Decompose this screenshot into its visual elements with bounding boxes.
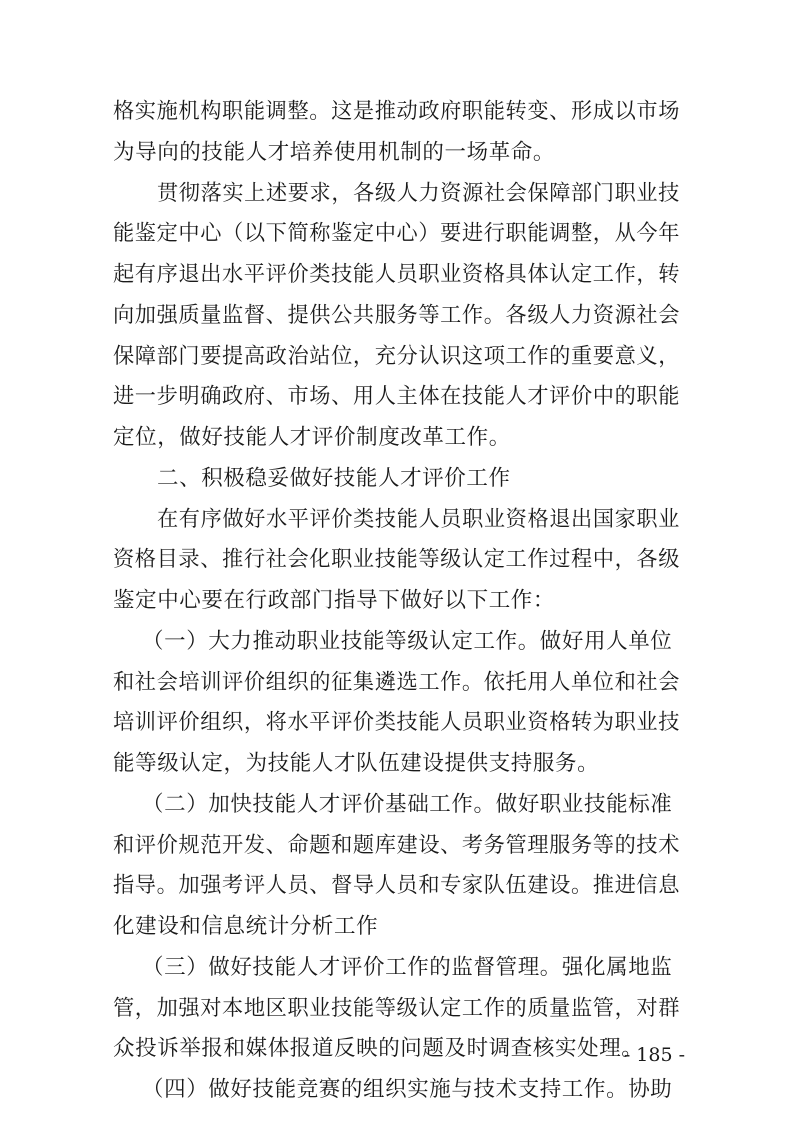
text-line-content: 培训评价组织，将水平评价类技能人员职业资格转为职业技	[113, 710, 681, 735]
text-line	[0, 948, 793, 988]
text-line-content: 众投诉举报和媒体报道反映的问题及时调查核实处理。	[113, 1036, 644, 1061]
text-line	[0, 418, 793, 458]
text-line-content: 在有序做好水平评价类技能人员职业资格退出国家职业	[157, 507, 680, 532]
section-heading	[0, 459, 793, 499]
text-line	[0, 703, 793, 743]
text-line	[0, 337, 793, 377]
text-line-content: （四）做好技能竞赛的组织实施与技术支持工作。协助	[142, 1077, 673, 1102]
text-line-content: 管，加强对本地区职业技能等级认定工作的质量监管，对群	[113, 996, 681, 1021]
text-line	[0, 133, 793, 173]
text-line	[0, 622, 793, 662]
text-line	[0, 785, 793, 825]
text-line-content: 保障部门要提高政治站位，充分认识这项工作的重要意义，	[113, 344, 681, 369]
text-line	[0, 255, 793, 295]
text-line	[0, 540, 793, 580]
text-line	[0, 296, 793, 336]
text-line	[0, 500, 793, 540]
text-line-content: 为导向的技能人才培养使用机制的一场革命。	[113, 140, 556, 165]
text-line-content: 鉴定中心要在行政部门指导下做好以下工作：	[113, 588, 556, 613]
text-line-content: 向加强质量监督、提供公共服务等工作。各级人力资源社会	[113, 303, 681, 328]
text-line	[0, 214, 793, 254]
text-line	[0, 174, 793, 214]
text-line-content: 能等级认定，为技能人才队伍建设提供支持服务。	[113, 751, 600, 776]
text-line-content: （三）做好技能人才评价工作的监督管理。强化属地监	[142, 955, 673, 980]
text-line	[0, 744, 793, 784]
text-line	[0, 907, 793, 947]
text-line-content: （一）大力推动职业技能等级认定工作。做好用人单位	[142, 629, 673, 654]
text-line-content: 和评价规范开发、命题和题库建设、考务管理服务等的技术	[113, 833, 681, 858]
text-line-content: 起有序退出水平评价类技能人员职业资格具体认定工作，转	[113, 262, 681, 287]
text-line-content: 格实施机构职能调整。这是推动政府职能转变、形成以市场	[113, 99, 681, 124]
text-line	[0, 581, 793, 621]
text-line	[0, 92, 793, 132]
text-line	[0, 377, 793, 417]
text-line	[0, 663, 793, 703]
text-line-content: 和社会培训评价组织的征集遴选工作。依托用人单位和社会	[113, 670, 681, 695]
text-line	[0, 826, 793, 866]
text-line-content: 定位，做好技能人才评价制度改革工作。	[113, 425, 511, 450]
page-number: - 185 -	[623, 1044, 685, 1066]
text-line-content: 进一步明确政府、市场、用人主体在技能人才评价中的职能	[113, 384, 681, 409]
text-line-content: 能鉴定中心（以下简称鉴定中心）要进行职能调整，从今年	[113, 221, 681, 246]
text-line-content: （二）加快技能人才评价基础工作。做好职业技能标准	[142, 792, 673, 817]
section-heading-text: 二、积极稳妥做好技能人才评价工作	[157, 466, 511, 491]
text-line-content: 指导。加强考评人员、督导人员和专家队伍建设。推进信息	[113, 873, 681, 898]
text-line-content: 贯彻落实上述要求，各级人力资源社会保障部门职业技	[157, 181, 680, 206]
text-line-content: 资格目录、推行社会化职业技能等级认定工作过程中，各级	[113, 547, 681, 572]
text-line-content: 化建设和信息统计分析工作	[113, 914, 379, 939]
text-line	[0, 866, 793, 906]
text-line	[0, 1070, 793, 1110]
text-line	[0, 989, 793, 1029]
